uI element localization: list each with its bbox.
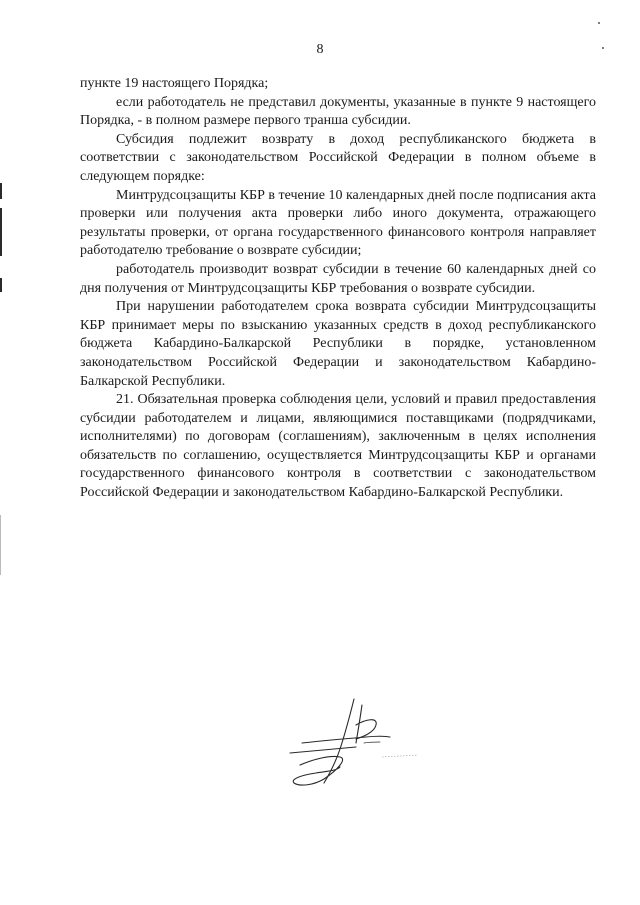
paragraph-6: При нарушении работодателем срока возврата субсидии Минтрудсоцзащиты КБР принимает меры по взысканию указанных средств в доход республиканского бюджета Кабардино-Балкарской Республики в порядке, установленном законодательством Российской Федерации и законодательством Кабардино-Балкарской Республики. — [80, 299, 596, 389]
scan-speck — [598, 22, 600, 24]
scan-margin-mark — [0, 208, 2, 256]
paragraph-3: Субсидия подлежит возврату в доход республиканского бюджета в соответствии с законодательством Российской Федерации в полном объеме в следующем порядке: — [80, 131, 596, 184]
paragraph-5: работодатель производит возврат субсидии в течение 60 календарных дней со дня получения от Минтрудсоцзащиты КБР требования о возврате субсидии. — [80, 261, 596, 296]
document-body — [80, 75, 596, 503]
handwritten-signature — [280, 695, 420, 795]
page-number: 8 — [316, 42, 324, 57]
scan-margin-mark — [0, 183, 2, 199]
paragraph-7: 21. Обязательная проверка соблюдения цели, условий и правил предоставления субсидии работодателем и лицами, являющимися поставщиками (подрядчиками, исполнителями) по договорам (соглашениям), заключенным в целях исполнения обязательств по соглашению, осуществляется Минтрудсоцзащиты КБР и органами государственного финансового контроля в соответствии с законодательством Российской Федерации и законодательством Кабардино-Балкарской Республики. — [80, 392, 596, 501]
paragraph-1: пункте 19 настоящего Порядка; — [80, 76, 269, 91]
scan-speck — [602, 47, 604, 49]
paragraph-4: Минтрудсоцзащиты КБР в течение 10 календарных дней после подписания акта проверки или получения акта проверки либо иного документа, отражающего результаты проверки, от органа государственного финансового контроля направляет работодателю требование о возврате субсидии; — [80, 187, 596, 259]
scan-margin-mark — [0, 278, 2, 292]
scan-margin-mark — [0, 515, 1, 575]
paragraph-2: если работодатель не представил документы, указанные в пункте 9 настоящего Порядка, - в полном размере первого транша субсидии. — [80, 94, 596, 129]
